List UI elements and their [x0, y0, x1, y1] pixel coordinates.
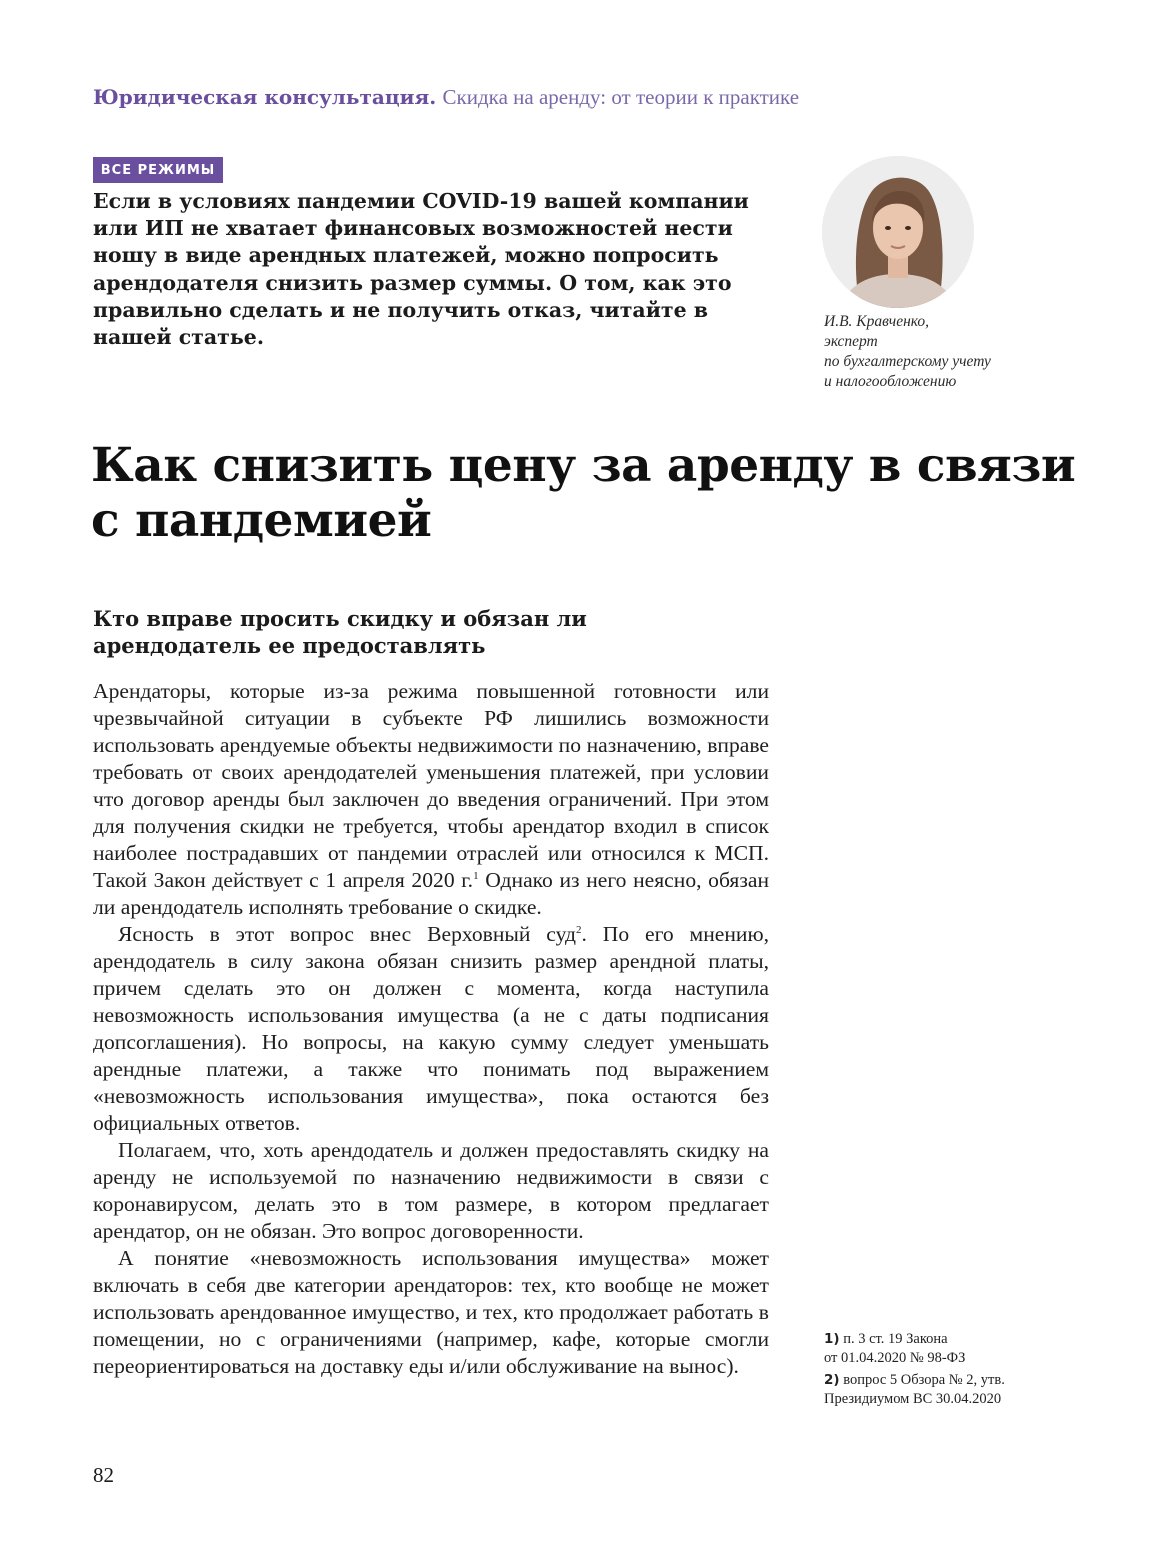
footnote-ref: 1: [473, 869, 479, 882]
footnote-number: 2): [824, 1372, 840, 1388]
footnote: 1) п. 3 ст. 19 Закона от 01.04.2020 № 98-ФЗ: [824, 1331, 966, 1366]
section-title: Юридическая консультация.: [93, 85, 437, 109]
author-role-line: по бухгалтерскому учету: [824, 353, 991, 370]
author-role-line: и налогообложению: [824, 373, 957, 390]
running-head: [93, 84, 799, 110]
lead-paragraph: Если в условиях пандемии COVID-19 вашей компании или ИП не хватает финансовых возможностей нести ношу в виде арендных платежей, можно попросить арендодателя снизить размер суммы. О том, как это правильно сделать и не получить отказ, читайте в нашей статье.: [93, 189, 749, 350]
author-name: И.В. Кравченко,: [824, 313, 930, 330]
author-portrait-icon: [822, 156, 974, 308]
footnote-number: 1): [824, 1331, 840, 1347]
topic-title: Скидка на аренду: от теории к практике: [442, 85, 800, 109]
body-paragraph: Полагаем, что, хоть арендодатель и должен предоставлять скидку на аренду не используемой по назначению недвижимости в связи с коронавирусом, делать это в том размере, в котором предлагает арендатор, он не обязан. Это вопрос договоренности.: [93, 1138, 769, 1243]
author-caption: [824, 312, 991, 392]
footnote-ref: 2: [576, 923, 582, 936]
article-body: [93, 678, 769, 1380]
page-number: 82: [93, 1463, 114, 1487]
section-subtitle: Кто вправе просить скидку и обязан ли арендодатель ее предоставлять: [93, 606, 587, 658]
footnote: 2) вопрос 5 Обзора № 2, утв. Президиумом ВС 30.04.2020: [824, 1372, 1005, 1407]
body-paragraph: Ясность в этот вопрос внес Верховный суд$^2$. По его мнению, арендодатель в силу закона обязан снизить размер арендной платы, причем сделать это он должен с момента, когда наступила невозможность использования имущества (а не с даты подписания допсоглашения). Но вопросы, на какую сумму следует уменьшать арендные платежи, а также что понимать под выражением «невозможность использования имущества», пока остаются без официальных ответов.: [93, 922, 769, 1135]
category-badge: ВСЕ РЕЖИМЫ: [93, 157, 223, 183]
body-paragraph: Арендаторы, которые из-за режима повышенной готовности или чрезвычайной ситуации в субъекте РФ лишились возможности использовать арендуемые объекты недвижимости по назначению, вправе требовать от своих арендодателей уменьшения платежей, при условии что договор аренды был заключен до введения ограничений. При этом для получения скидки не требуется, чтобы арендатор входил в список наиболее пострадавших от пандемии отраслей или относился к МСП. Такой Закон действует с 1 апреля 2020 г.$^1$ Однако из него неясно, обязан ли арендодатель исполнять требование о скидке.: [93, 679, 769, 919]
author-role-line: эксперт: [824, 333, 878, 350]
footnotes: [824, 1330, 1005, 1412]
article-title: Как снизить цену за аренду в связи с пандемией: [91, 438, 1076, 548]
body-paragraph: А понятие «невозможность использования имущества» может включать в себя две категории арендаторов: тех, кто вообще не может использовать арендованное имущество, и тех, кто продолжает работать в помещении, но с ограничениями (например, кафе, которые смогли переориентироваться на доставку еды и/или обслуживание на вынос).: [93, 1246, 769, 1378]
author-photo: [822, 156, 974, 308]
